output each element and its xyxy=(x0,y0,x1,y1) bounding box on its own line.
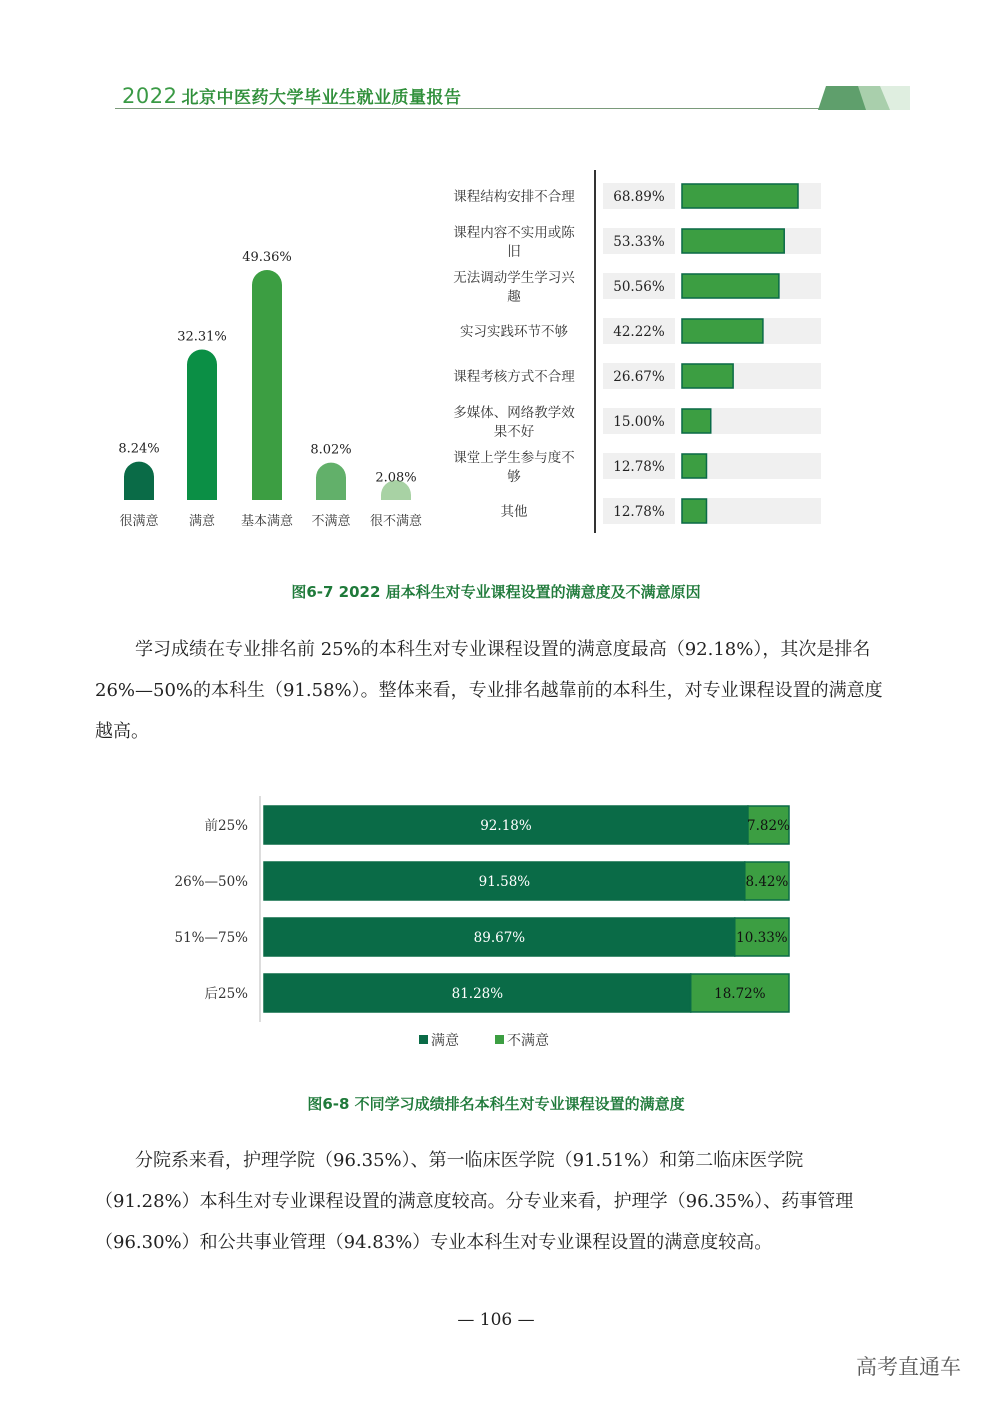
header-rule xyxy=(115,108,855,109)
reason-label: 旧 xyxy=(507,244,521,260)
bar xyxy=(682,184,798,208)
bar xyxy=(682,409,711,433)
ranking-stacked-bar-chart xyxy=(160,790,810,1060)
reason-label: 多媒体、网络教学效 xyxy=(453,405,575,421)
category-label: 很满意 xyxy=(119,514,159,529)
data-label: 10.33% xyxy=(736,930,788,946)
reason-label: 趣 xyxy=(507,289,521,305)
bar-基本满意 xyxy=(252,270,282,500)
data-label: 50.56% xyxy=(613,279,665,295)
data-label: 68.89% xyxy=(613,189,665,205)
data-label: 12.78% xyxy=(613,459,665,475)
data-label: 81.28% xyxy=(451,986,504,1002)
paragraph-ranking-text: 学习成绩在专业排名前 25%的本科生对专业课程设置的满意度最高（92.18%），其次是排名 26%—50%的本科生（91.58%）。整体来看，专业排名越靠前的本科生，对专业课程设置的满意度越高。 xyxy=(95,639,883,742)
header-year: 2022 xyxy=(122,84,178,108)
bar xyxy=(682,364,733,388)
reason-label: 课堂上学生参与度不 xyxy=(453,450,575,466)
header-text: 北京中医药大学毕业生就业质量报告 xyxy=(181,88,462,108)
reason-label: 无法调动学生学习兴 xyxy=(453,270,575,286)
reason-label: 课程结构安排不合理 xyxy=(453,189,575,205)
data-label: 8.42% xyxy=(745,874,789,890)
reason-label: 其他 xyxy=(500,504,528,520)
reason-label: 课程考核方式不合理 xyxy=(453,369,575,385)
header-decoration xyxy=(818,86,910,110)
data-label: 8.02% xyxy=(310,442,352,458)
figure-6-8-caption: 图6-8 不同学习成绩排名本科生对专业课程设置的满意度 xyxy=(307,1095,685,1113)
category-label: 26%—50% xyxy=(174,874,248,890)
data-label: 18.72% xyxy=(714,986,766,1002)
paragraph-ranking xyxy=(95,629,890,752)
paragraph-departments xyxy=(95,1140,890,1263)
bar-很满意 xyxy=(124,462,154,500)
data-label: 12.78% xyxy=(613,504,665,520)
data-label: 92.18% xyxy=(480,818,532,834)
dissatisfaction-reasons-chart xyxy=(440,170,830,540)
bar xyxy=(682,274,779,298)
legend-label: 不满意 xyxy=(507,1033,549,1049)
reason-label: 果不好 xyxy=(493,424,535,440)
bar-不满意 xyxy=(316,463,346,500)
watermark: 高考直通车 xyxy=(856,1355,961,1379)
data-label: 32.31% xyxy=(177,329,227,345)
category-label: 前25% xyxy=(204,818,248,834)
legend-label: 满意 xyxy=(431,1033,459,1049)
category-label: 基本满意 xyxy=(240,514,294,529)
data-label: 53.33% xyxy=(613,234,665,250)
page-number: — 106 — xyxy=(457,1310,535,1330)
data-label: 42.22% xyxy=(613,324,665,340)
header-title xyxy=(122,83,461,108)
data-label: 49.36% xyxy=(242,250,292,265)
category-label: 51%—75% xyxy=(174,930,248,946)
legend-swatch xyxy=(419,1035,428,1044)
data-label: 7.82% xyxy=(747,818,790,834)
bar xyxy=(682,319,763,343)
data-label: 2.08% xyxy=(375,470,417,486)
data-label: 91.58% xyxy=(478,874,531,890)
bar-满意 xyxy=(187,349,217,500)
data-label: 8.24% xyxy=(118,441,160,457)
category-label: 很不满意 xyxy=(369,514,423,529)
data-label: 26.67% xyxy=(613,369,665,385)
reason-label: 实习实践环节不够 xyxy=(460,324,568,340)
bar xyxy=(682,499,706,523)
figure-6-7-caption: 图6-7 2022 届本科生对专业课程设置的满意度及不满意原因 xyxy=(291,583,701,601)
data-label: 89.67% xyxy=(473,930,526,946)
legend-swatch xyxy=(495,1035,504,1044)
satisfaction-bar-chart xyxy=(110,240,440,540)
bar xyxy=(682,229,784,253)
bar xyxy=(682,454,706,478)
category-label: 后25% xyxy=(204,986,248,1002)
data-label: 15.00% xyxy=(613,414,665,430)
category-label: 不满意 xyxy=(311,514,351,529)
paragraph-departments-text: 分院系来看，护理学院（96.35%）、第一临床医学院（91.51%）和第二临床医学院（91.28%）本科生对专业课程设置的满意度较高。分专业来看，护理学（96.35%）、药事管理（96.30%）和公共事业管理（94.83%）专业本科生对专业课程设置的满意度较高。 xyxy=(95,1150,854,1253)
reason-label: 课程内容不实用或陈 xyxy=(453,225,575,241)
reason-label: 够 xyxy=(507,469,521,485)
category-label: 满意 xyxy=(188,514,216,529)
